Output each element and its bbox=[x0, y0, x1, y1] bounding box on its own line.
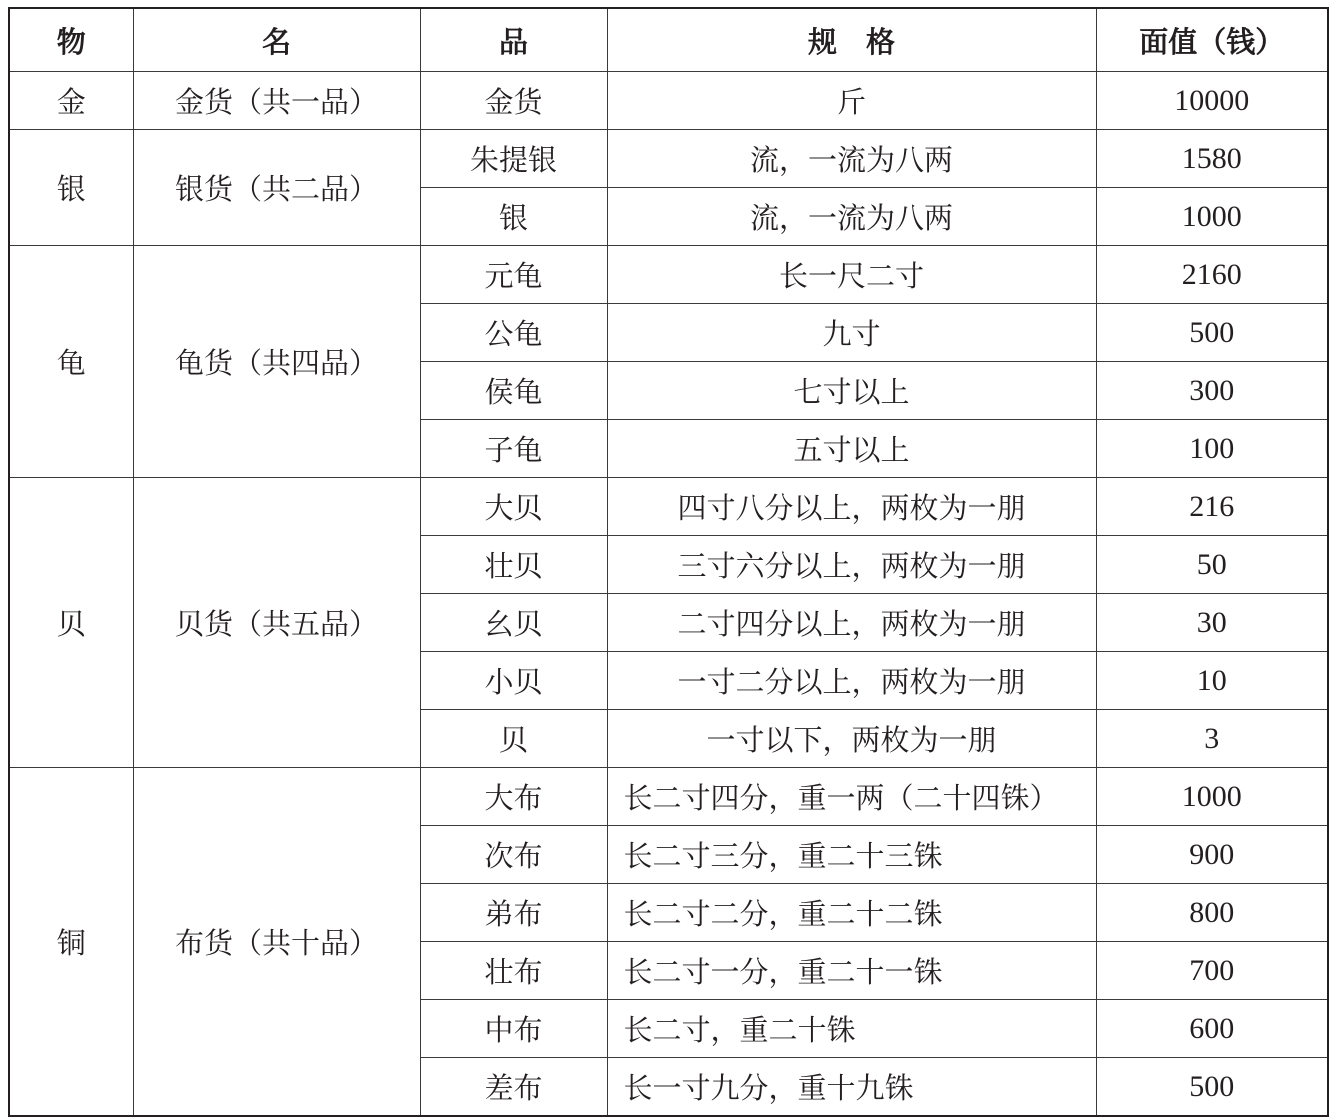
item-cell: 金货 bbox=[420, 72, 607, 130]
table-row bbox=[9, 246, 1328, 304]
header-item: 品 bbox=[420, 8, 607, 72]
table-row bbox=[9, 130, 1328, 188]
spec-cell: 长二寸二分，重二十二铢 bbox=[607, 884, 1096, 942]
material-cell: 铜 bbox=[9, 768, 133, 1117]
spec-cell: 长二寸四分，重一两（二十四铢） bbox=[607, 768, 1096, 826]
material-cell: 银 bbox=[9, 130, 133, 246]
name-cell: 贝货（共五品） bbox=[133, 478, 420, 768]
value-cell: 10 bbox=[1096, 652, 1328, 710]
spec-cell: 二寸四分以上，两枚为一朋 bbox=[607, 594, 1096, 652]
currency-table bbox=[8, 7, 1329, 1117]
value-cell: 1580 bbox=[1096, 130, 1328, 188]
spec-cell: 七寸以上 bbox=[607, 362, 1096, 420]
item-cell: 壮布 bbox=[420, 942, 607, 1000]
item-cell: 小贝 bbox=[420, 652, 607, 710]
item-cell: 子龟 bbox=[420, 420, 607, 478]
spec-cell: 一寸以下，两枚为一朋 bbox=[607, 710, 1096, 768]
item-cell: 贝 bbox=[420, 710, 607, 768]
spec-cell: 三寸六分以上，两枚为一朋 bbox=[607, 536, 1096, 594]
spec-cell: 长一寸九分，重十九铢 bbox=[607, 1058, 1096, 1117]
table-row bbox=[9, 478, 1328, 536]
value-cell: 1000 bbox=[1096, 768, 1328, 826]
item-cell: 元龟 bbox=[420, 246, 607, 304]
material-cell: 龟 bbox=[9, 246, 133, 478]
item-cell: 幺贝 bbox=[420, 594, 607, 652]
spec-cell: 九寸 bbox=[607, 304, 1096, 362]
header-row bbox=[9, 8, 1328, 72]
value-cell: 2160 bbox=[1096, 246, 1328, 304]
header-spec: 规 格 bbox=[607, 8, 1096, 72]
spec-cell: 长二寸三分，重二十三铢 bbox=[607, 826, 1096, 884]
item-cell: 弟布 bbox=[420, 884, 607, 942]
item-cell: 壮贝 bbox=[420, 536, 607, 594]
table-header bbox=[9, 8, 1328, 72]
item-cell: 公龟 bbox=[420, 304, 607, 362]
header-name: 名 bbox=[133, 8, 420, 72]
item-cell: 中布 bbox=[420, 1000, 607, 1058]
item-cell: 次布 bbox=[420, 826, 607, 884]
material-cell: 贝 bbox=[9, 478, 133, 768]
header-value: 面值（钱） bbox=[1096, 8, 1328, 72]
item-cell: 银 bbox=[420, 188, 607, 246]
spec-cell: 五寸以上 bbox=[607, 420, 1096, 478]
value-cell: 1000 bbox=[1096, 188, 1328, 246]
spec-cell: 流，一流为八两 bbox=[607, 188, 1096, 246]
item-cell: 侯龟 bbox=[420, 362, 607, 420]
material-cell: 金 bbox=[9, 72, 133, 130]
spec-cell: 一寸二分以上，两枚为一朋 bbox=[607, 652, 1096, 710]
name-cell: 布货（共十品） bbox=[133, 768, 420, 1117]
spec-cell: 流，一流为八两 bbox=[607, 130, 1096, 188]
table-body bbox=[9, 72, 1328, 1117]
spec-cell: 长二寸，重二十铢 bbox=[607, 1000, 1096, 1058]
spec-cell: 四寸八分以上，两枚为一朋 bbox=[607, 478, 1096, 536]
value-cell: 300 bbox=[1096, 362, 1328, 420]
item-cell: 差布 bbox=[420, 1058, 607, 1117]
table-row bbox=[9, 72, 1328, 130]
value-cell: 100 bbox=[1096, 420, 1328, 478]
value-cell: 900 bbox=[1096, 826, 1328, 884]
item-cell: 朱提银 bbox=[420, 130, 607, 188]
item-cell: 大布 bbox=[420, 768, 607, 826]
item-cell: 大贝 bbox=[420, 478, 607, 536]
value-cell: 600 bbox=[1096, 1000, 1328, 1058]
spec-cell: 斤 bbox=[607, 72, 1096, 130]
table-row bbox=[9, 768, 1328, 826]
spec-cell: 长一尺二寸 bbox=[607, 246, 1096, 304]
value-cell: 700 bbox=[1096, 942, 1328, 1000]
value-cell: 3 bbox=[1096, 710, 1328, 768]
value-cell: 30 bbox=[1096, 594, 1328, 652]
value-cell: 500 bbox=[1096, 304, 1328, 362]
value-cell: 800 bbox=[1096, 884, 1328, 942]
value-cell: 10000 bbox=[1096, 72, 1328, 130]
name-cell: 银货（共二品） bbox=[133, 130, 420, 246]
value-cell: 216 bbox=[1096, 478, 1328, 536]
name-cell: 金货（共一品） bbox=[133, 72, 420, 130]
spec-cell: 长二寸一分，重二十一铢 bbox=[607, 942, 1096, 1000]
value-cell: 500 bbox=[1096, 1058, 1328, 1117]
name-cell: 龟货（共四品） bbox=[133, 246, 420, 478]
header-material: 物 bbox=[9, 8, 133, 72]
value-cell: 50 bbox=[1096, 536, 1328, 594]
